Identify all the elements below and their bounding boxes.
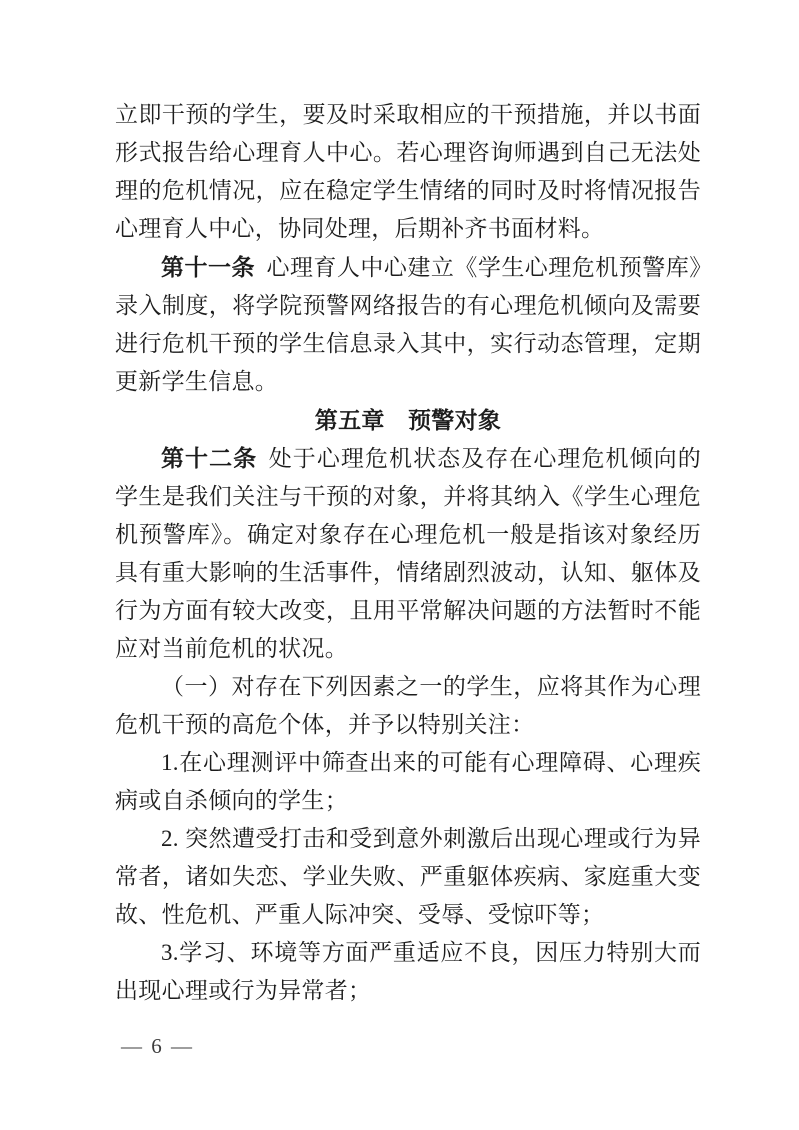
article-12-text: 处于心理危机状态及存在心理危机倾向的学生是我们关注与干预的对象，并将其纳入《学生心理危机预警库》。确定对象存在心理危机一般是指该对象经历具有重大影响的生活事件，情绪剧烈波动，认知、躯体及行为方面有较大改变，且用平常解决问题的方法暂时不能应对当前危机的状况。 (115, 446, 701, 661)
document-body (115, 96, 701, 1010)
page-number: — 6 — (121, 1034, 194, 1058)
article-11-label: 第十一条 (161, 254, 255, 280)
list-item-2: 2. 突然遭受打击和受到意外刺激后出现心理或行为异常者，诸如失恋、学业失败、严重躯体疾病、家庭重大变故、性危机、严重人际冲突、受辱、受惊吓等； (115, 826, 701, 927)
chapter-heading: 第五章 预警对象 (314, 407, 502, 433)
list-item-1: 1.在心理测评中筛查出来的可能有心理障碍、心理疾病或自杀倾向的学生； (115, 750, 701, 813)
paragraph-article-12 (115, 439, 701, 668)
list-item-3: 3.学习、环境等方面严重适应不良，因压力特别大而出现心理或行为异常者； (115, 940, 701, 1003)
paragraph-subsection-1: （一）对存在下列因素之一的学生，应将其作为心理危机干预的高危个体，并予以特别关注： (115, 674, 701, 737)
article-12-label: 第十二条 (161, 445, 258, 471)
article-11-text: 心理育人中心建立《学生心理危机预警库》录入制度，将学院预警网络报告的有心理危机倾向及需要进行危机干预的学生信息录入其中，实行动态管理，定期更新学生信息。 (115, 255, 702, 394)
paragraph-article-11 (115, 248, 701, 401)
paragraph-continuation: 立即干预的学生，要及时采取相应的干预措施，并以书面形式报告给心理育人中心。若心理咨询师遇到自己无法处理的危机情况，应在稳定学生情绪的同时及时将情况报告心理育人中心，协同处理，后期补齐书面材料。 (115, 102, 701, 241)
